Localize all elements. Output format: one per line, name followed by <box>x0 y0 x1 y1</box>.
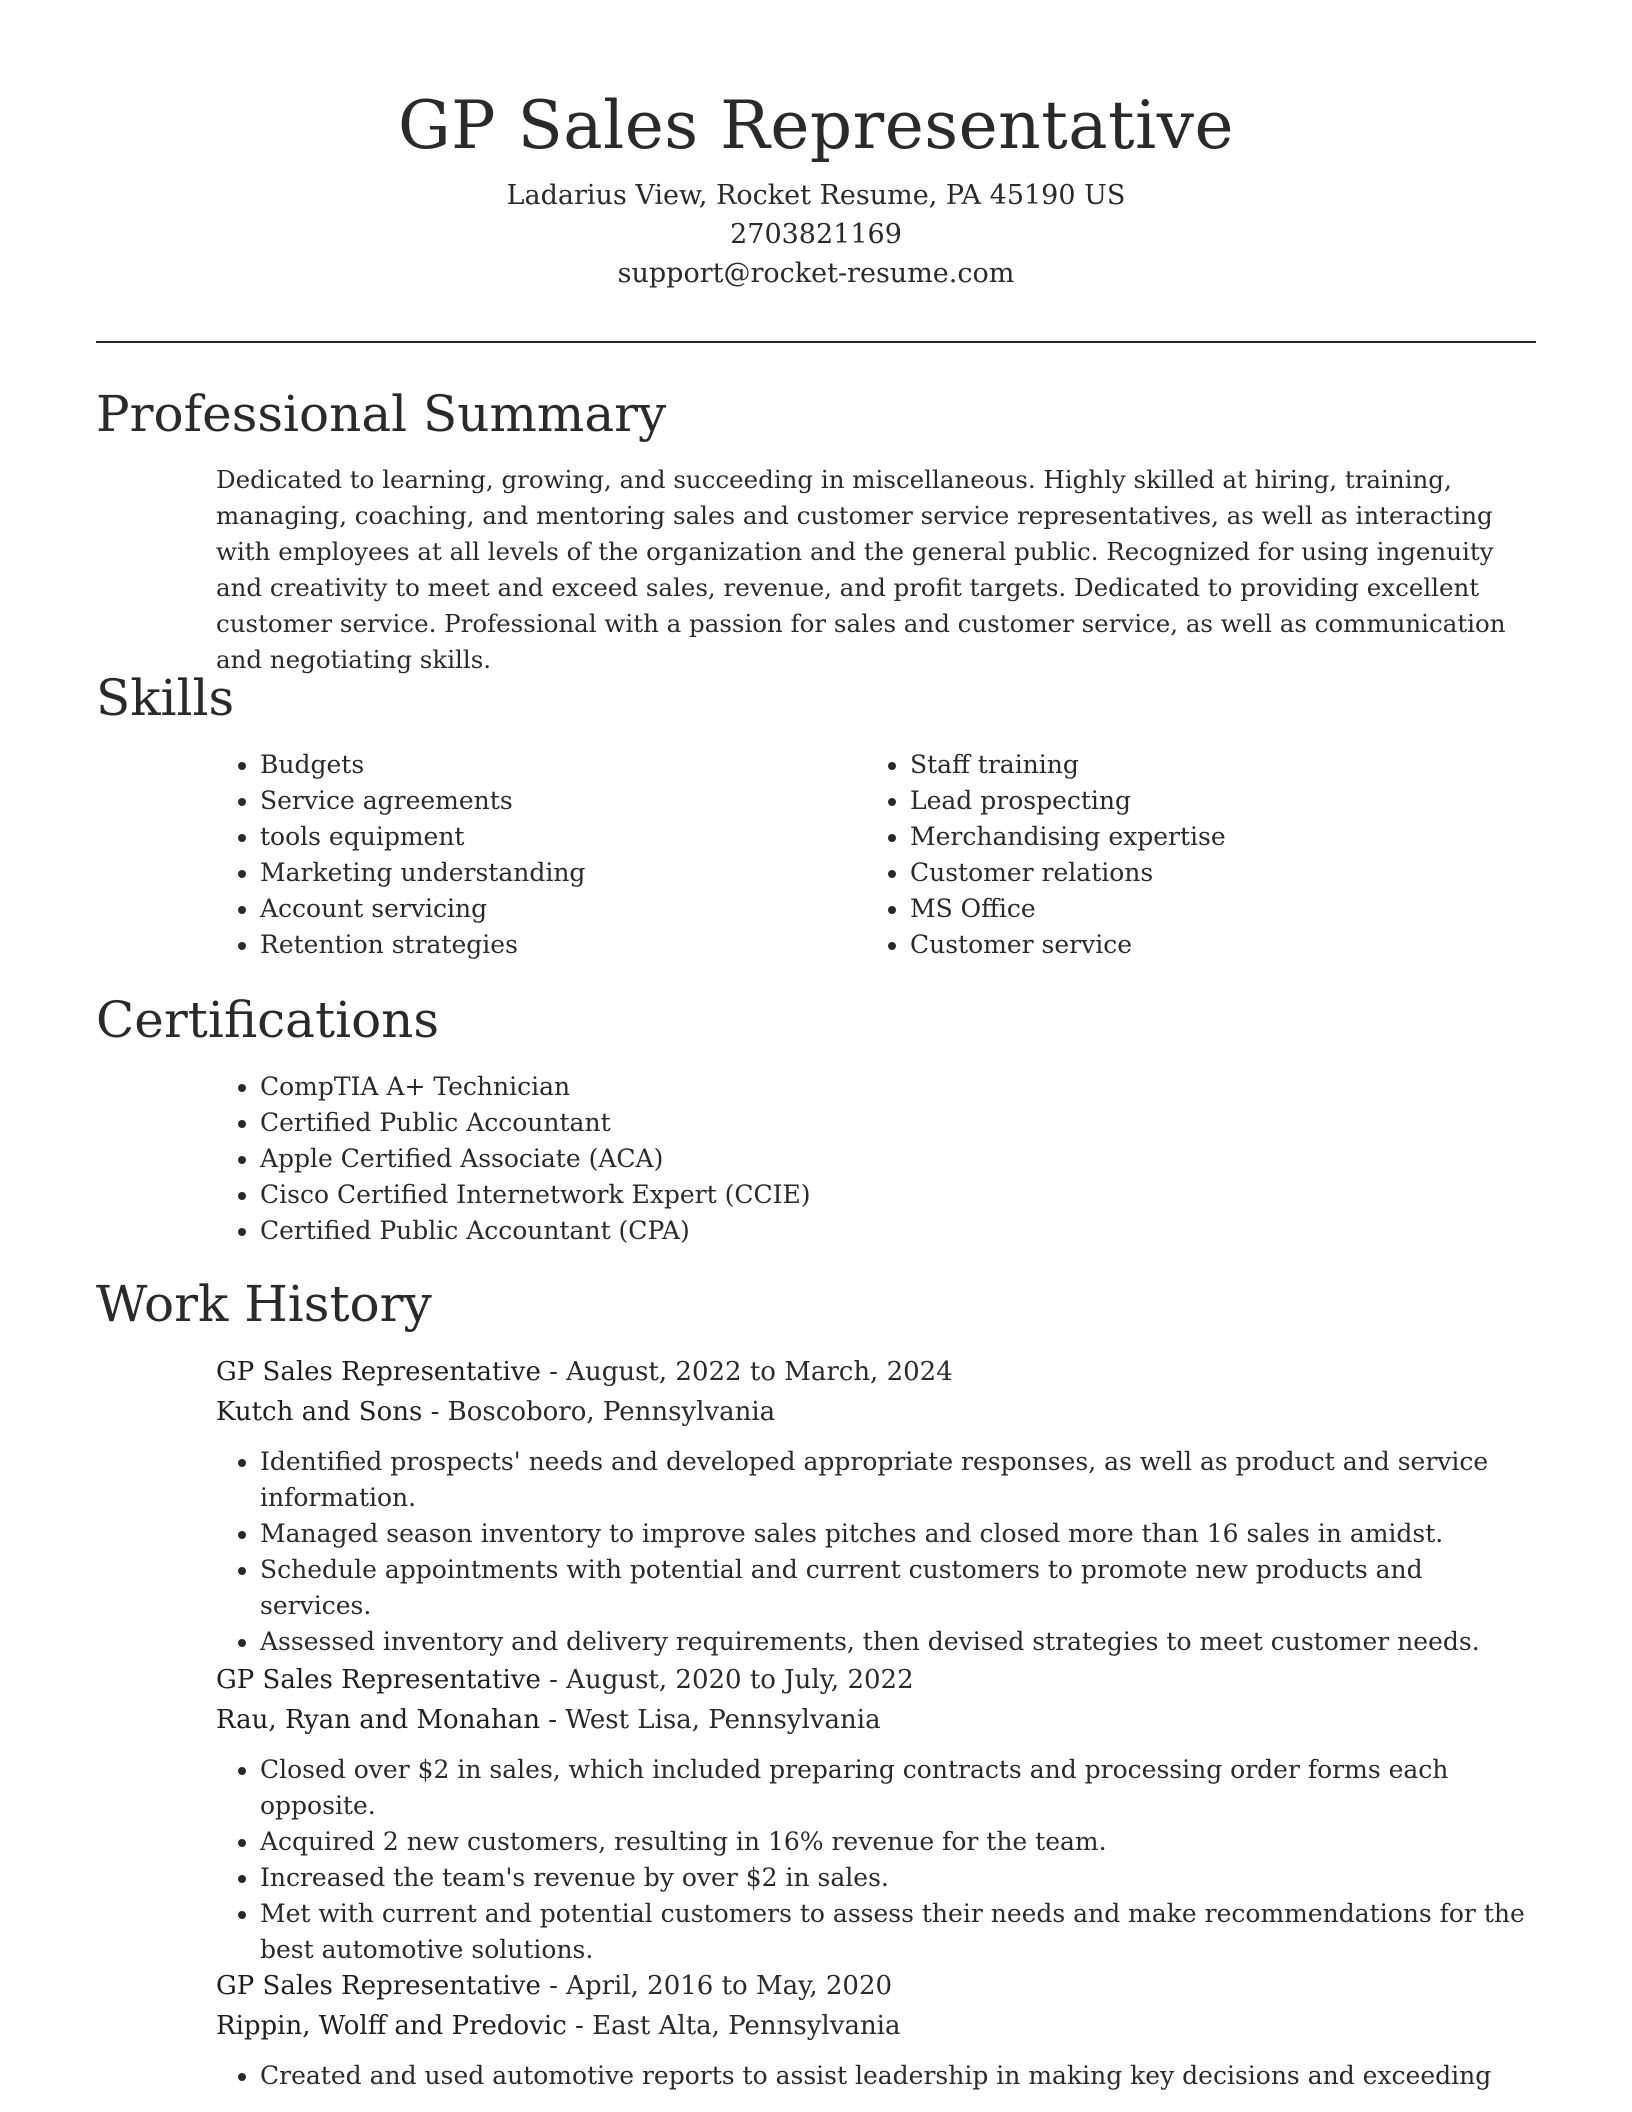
certification-item: • Apple Certified Associate (ACA) <box>260 1141 1516 1177</box>
skill-item: • Service agreements <box>260 783 836 819</box>
job-title-line <box>216 1966 1536 2006</box>
summary-heading: Professional Summary <box>96 385 667 443</box>
job-dates: April, 2016 to May, 2020 <box>566 1971 893 2001</box>
skill-item: • Lead prospecting <box>910 783 1486 819</box>
job-location: East Alta, Pennsylvania <box>592 2011 901 2041</box>
job-title-line <box>216 1352 1536 1392</box>
job-duty: • Created and used automotive reports to assist leadership in making key decisions and exceeding <box>260 2058 1536 2094</box>
skill-item: • tools equipment <box>260 819 836 855</box>
job-dates: August, 2020 to July, 2022 <box>566 1665 914 1695</box>
email-address: support@rocket-resume.com <box>617 258 1015 289</box>
job-company-line <box>216 1700 1536 1740</box>
certification-item: • Certified Public Accountant <box>260 1105 1516 1141</box>
job-duty: • Increased the team's revenue by over $2 in sales. <box>260 1860 1536 1896</box>
skill-item: • MS Office <box>910 891 1486 927</box>
certification-item: • CompTIA A+ Technician <box>260 1069 1516 1105</box>
summary-text: Dedicated to learning, growing, and succeeding in miscellaneous. Highly skilled at hiring, training, managing, coaching, and mentoring sales and customer service representatives, as well as interacting with employees at all levels of the organization and the general public. Recognized for using ingenuity and creativity to meet and exceed sales, revenue, and profit targets. Dedicated to providing excellent customer service. Professional with a passion for sales and customer service, as well as communication and negotiating skills. <box>216 465 1506 674</box>
skills-list-left <box>216 747 836 963</box>
company-name: Kutch and Sons <box>216 1397 423 1427</box>
job-title: GP Sales Representative <box>216 1971 541 2001</box>
separator: - <box>566 2011 593 2041</box>
skill-item: • Staff training <box>910 747 1486 783</box>
job-company-line <box>216 2006 1536 2046</box>
skills-column-left <box>216 747 836 963</box>
certifications-block <box>216 1069 1516 1249</box>
separator: - <box>539 1705 566 1735</box>
job-entry <box>216 1966 1536 2094</box>
skill-item: • Customer service <box>910 927 1486 963</box>
certifications-heading: Certifications <box>96 991 440 1049</box>
job-duty: • Managed season inventory to improve sales pitches and closed more than 16 sales in amidst. <box>260 1516 1536 1552</box>
job-title: GP Sales Representative <box>216 1665 541 1695</box>
certification-item: • Certified Public Accountant (CPA) <box>260 1213 1516 1249</box>
job-duty: • Schedule appointments with potential and current customers to promote new products and services. <box>260 1552 1536 1624</box>
job-dates: August, 2022 to March, 2024 <box>566 1357 953 1387</box>
separator: - <box>540 1665 567 1695</box>
job-title-line <box>216 1660 1536 1700</box>
certifications-list <box>216 1069 1516 1249</box>
job-entry <box>216 1352 1536 1660</box>
skills-heading: Skills <box>96 669 235 727</box>
skill-item: • Marketing understanding <box>260 855 836 891</box>
job-duties-list <box>216 2058 1536 2094</box>
skills-list-right <box>866 747 1486 963</box>
separator: - <box>540 1357 567 1387</box>
job-location: Boscoboro, Pennsylvania <box>447 1397 776 1427</box>
company-name: Rippin, Wolff and Predovic <box>216 2011 567 2041</box>
job-entry <box>216 1660 1536 1968</box>
skill-item: • Merchandising expertise <box>910 819 1486 855</box>
skill-item: • Customer relations <box>910 855 1486 891</box>
address: Ladarius View, Rocket Resume, PA 45190 US <box>506 180 1126 211</box>
job-duty: • Acquired 2 new customers, resulting in 16% revenue for the team. <box>260 1824 1536 1860</box>
candidate-name: GP Sales Representative <box>397 87 1235 164</box>
separator: - <box>540 1971 567 2001</box>
header-divider <box>96 341 1536 343</box>
phone-number: 2703821169 <box>730 219 902 250</box>
job-duty: • Assessed inventory and delivery requirements, then devised strategies to meet customer needs. <box>260 1624 1536 1660</box>
resume-header <box>0 80 1632 293</box>
separator: - <box>422 1397 448 1427</box>
skill-item: • Account servicing <box>260 891 836 927</box>
skills-column-right <box>866 747 1486 963</box>
job-title: GP Sales Representative <box>216 1357 541 1387</box>
certification-item: • Cisco Certified Internetwork Expert (CCIE) <box>260 1177 1516 1213</box>
company-name: Rau, Ryan and Monahan <box>216 1705 540 1735</box>
work-history-heading: Work History <box>96 1275 432 1333</box>
job-duty: • Met with current and potential customers to assess their needs and make recommendations for the best automotive solutions. <box>260 1896 1536 1968</box>
job-duty: • Identified prospects' needs and developed appropriate responses, as well as product and service information. <box>260 1444 1536 1516</box>
skill-item: • Budgets <box>260 747 836 783</box>
job-duties-list <box>216 1752 1536 1968</box>
job-duties-list <box>216 1444 1536 1660</box>
skill-item: • Retention strategies <box>260 927 836 963</box>
job-company-line <box>216 1392 1536 1432</box>
job-location: West Lisa, Pennsylvania <box>565 1705 881 1735</box>
job-duty: • Closed over $2 in sales, which included preparing contracts and processing order forms each opposite. <box>260 1752 1536 1824</box>
